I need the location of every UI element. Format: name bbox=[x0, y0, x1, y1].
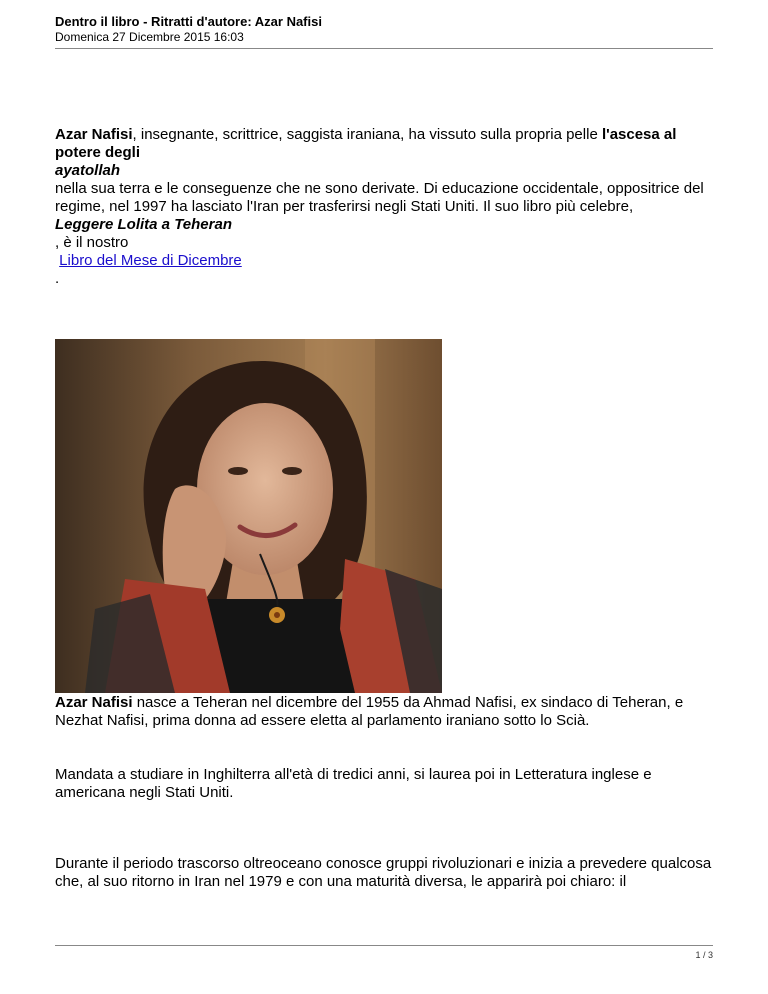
bio-paragraph-3 bbox=[55, 855, 715, 891]
footer-divider bbox=[55, 945, 713, 946]
book-of-month-link[interactable]: Libro del Mese di Dicembre bbox=[59, 252, 242, 269]
author-name: Azar Nafisi bbox=[55, 126, 133, 143]
book-title: Leggere Lolita a Teheran bbox=[55, 216, 232, 233]
document-date: Domenica 27 Dicembre 2015 16:03 bbox=[55, 30, 244, 44]
bio-paragraph-1 bbox=[55, 694, 715, 730]
bio-author-name: Azar Nafisi bbox=[55, 694, 133, 711]
page-number: 1 / 3 bbox=[695, 950, 713, 960]
intro-text-4: . bbox=[55, 270, 60, 287]
page-header bbox=[55, 14, 713, 45]
intro-italic-term: ayatollah bbox=[55, 162, 121, 179]
intro-text-3: , è il nostro bbox=[55, 234, 129, 251]
header-divider bbox=[55, 48, 713, 49]
author-portrait bbox=[55, 339, 442, 693]
bio-text-3: Durante il periodo trascorso oltreoceano conosce gruppi rivoluzionari e inizia a prevedere qualcosa che, al suo ritorno in Iran nel 1979 e con una maturità diversa, le apparirà poi chiaro: il bbox=[55, 855, 712, 890]
intro-paragraph bbox=[55, 126, 715, 288]
document-title: Dentro il libro - Ritratti d'autore: Azar Nafisi bbox=[55, 14, 322, 29]
intro-text-1: , insegnante, scrittrice, saggista iraniana, ha vissuto sulla propria pelle bbox=[132, 126, 602, 143]
bio-paragraph-2 bbox=[55, 766, 715, 802]
bio-text-2: Mandata a studiare in Inghilterra all'età di tredici anni, si laurea poi in Letteratura inglese e americana negli Stati Uniti. bbox=[55, 766, 652, 801]
intro-bold-phrase: l'ascesa al potere degli bbox=[55, 126, 677, 161]
bio-text-1: nasce a Teheran nel dicembre del 1955 da Ahmad Nafisi, ex sindaco di Teheran, e Nezhat Nafisi, prima donna ad essere eletta al parlamento iraniano sotto lo Scià. bbox=[55, 694, 684, 729]
intro-text-2: nella sua terra e le conseguenze che ne sono derivate. Di educazione occidentale, oppositrice del regime, nel 1997 ha lasciato l'Iran per trasferirsi negli Stati Uniti. Il suo libro più celebre, bbox=[55, 180, 704, 215]
